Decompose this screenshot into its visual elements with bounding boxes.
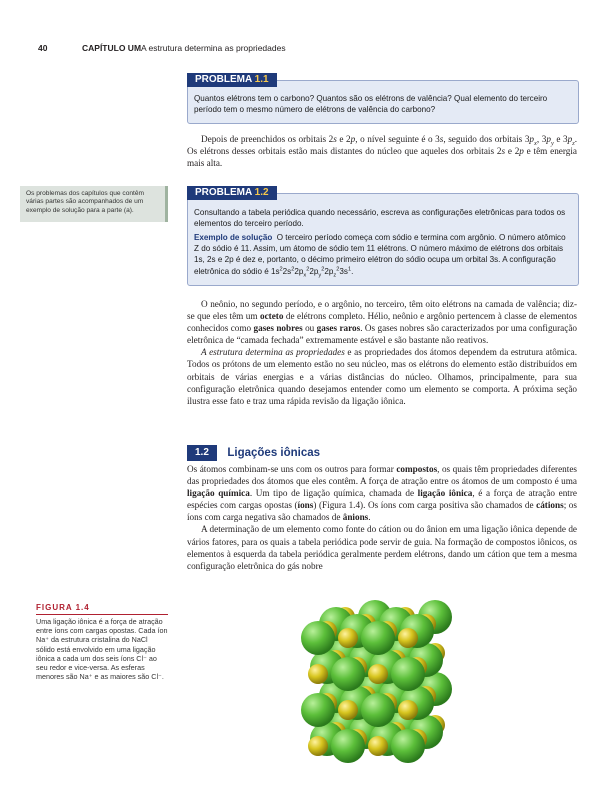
solution-example: Exemplo de solução O terceiro período começa com sódio e termina com argônio. O número atômico Z do sódio é 11. Assim, um átomo de sódio tem 11 elétrons. O número máximo de elétrons dos orbitais 1s, 2s e 2p é dez e, portanto, o décimo primeiro elétron do sódio ocupa um orbital 3s. A configuração eletrônica do sódio é $1s^22s^22p_x^22p_y^22p_z^23s^1$. bbox=[194, 233, 566, 279]
section-heading bbox=[187, 444, 320, 462]
sodium-ion bbox=[368, 664, 388, 684]
problem-word: PROBLEMA bbox=[195, 187, 252, 198]
section-number: 1.2 bbox=[187, 445, 217, 461]
sodium-ion bbox=[398, 700, 418, 720]
figure-rule bbox=[36, 614, 168, 615]
sodium-ion bbox=[308, 736, 328, 756]
chloride-ion bbox=[391, 657, 425, 691]
problem-text-1-2: Consultando a tabela periódica quando necessário, escreva as configurações eletrônicas para todos os elementos do terceiro período. bbox=[194, 208, 566, 229]
problem-number: 1.2 bbox=[254, 187, 269, 198]
page-number: 40 bbox=[38, 43, 48, 53]
figure-caption: Uma ligação iônica é a força de atração entre íons com cargas opostas. Cada íon Na⁺ da estrutura cristalina do NaCl sólido está envolvido em uma ligação iônica a cada um dos seis íons Cl⁻ ao seu redor e vice-versa. As esferas menores são Na⁺ e as maiores são Cl⁻. bbox=[36, 617, 168, 682]
body-text-upper: O neônio, no segundo período, e o argônio, no terceiro, têm oito elétrons na camada de valência; diz-se que eles têm um octeto de elétrons completo. Hélio, neônio e argônio pertencem à classe de elementos conhecidos como gases nobres ou gases raros. Os gases nobres são caracterizados por uma configuração eletrônica de “camada fechada” extremamente estável e são bastante não reativos. A estrutura determina as propriedades e as propriedades dos átomos dependem da estrutura atômica. Todos os prótons de um elemento estão no seu núcleo, mas os elétrons do elemento estão distribuídos em orbitais de várias energias e a várias distâncias do núcleo. Olhamos, principalmente, para sua configuração eletrônica quando desejamos entender como um elemento se comporta. A próxima seção ilustra esse fato e traz uma rápida revisão da ligação iônica. bbox=[187, 299, 578, 406]
sodium-ion bbox=[368, 736, 388, 756]
figure-label: FIGURA 1.4 bbox=[36, 603, 90, 612]
chloride-ion bbox=[301, 621, 335, 655]
chloride-ion bbox=[391, 729, 425, 763]
chloride-ion bbox=[301, 693, 335, 727]
sodium-ion bbox=[338, 700, 358, 720]
chapter-label: CAPÍTULO UM bbox=[82, 43, 142, 53]
running-header bbox=[38, 43, 286, 53]
solution-text: O terceiro período começa com sódio e termina com argônio. O número atômico Z do sódio é 11. Assim, um átomo de sódio tem 11 elétrons. O número máximo de elétrons dos orbitais 1s, 2s e 2p é dez e, portanto, o décimo primeiro elétron do sódio ocupa um orbital 3s. A configuração eletrônica do sódio é bbox=[194, 233, 566, 276]
nacl-crystal-illustration bbox=[296, 600, 454, 788]
chloride-ion bbox=[361, 693, 395, 727]
problem-tab-1-1 bbox=[187, 73, 277, 87]
body-text-ionic: Os átomos combinam-se uns com os outros para formar compostos, os quais têm propriedades diferentes das propriedades dos átomos que eles contêm. A força de atração entre os átomos de um composto é uma ligação química. Um tipo de ligação química, chamada de ligação iônica, é a força de atração entre espécies com cargas opostas (íons) (Figura 1.4). Os íons com carga positiva são chamados de cátions; os íons com carga negativa são chamados de ânions. A determinação de um elemento como fonte do cátion ou do ânion em uma ligação iônica depende de vários fatores, para os quais a tabela periódica pode servir de guia. Na formação de compostos iônicos, os elementos à esquerda da tabela periódica geralmente perdem elétrons, dando um cátion que tem a mesma configuração eletrônica do gás nobre bbox=[187, 464, 577, 571]
problem-number: 1.1 bbox=[254, 74, 269, 85]
paragraph-orbitals: Depois de preenchidos os orbitais 2s e 2p, o nível seguinte é o 3s, seguido dos orbitais $3p_x$, $3p_y$ e $3p_z$. Os elétrons desses orbitais estão mais distantes do núcleo que aqueles dos orbitais 2s e 2p e têm energia mais alta. bbox=[187, 134, 578, 169]
section-title: Ligações iônicas bbox=[227, 446, 321, 459]
sodium-ion bbox=[338, 628, 358, 648]
chloride-ion bbox=[361, 621, 395, 655]
chapter-title: A estrutura determina as propriedades bbox=[141, 43, 286, 53]
sodium-ion bbox=[308, 664, 328, 684]
sodium-ion bbox=[398, 628, 418, 648]
margin-note: Os problemas dos capítulos que contêm várias partes são acompanhados de um exemplo de solução para a parte (a). bbox=[20, 186, 168, 222]
chloride-ion bbox=[331, 657, 365, 691]
problem-tab-1-2 bbox=[187, 186, 277, 200]
problem-word: PROBLEMA bbox=[195, 74, 252, 85]
problem-text-1-1: Quantos elétrons tem o carbono? Quantos são os elétrons de valência? Qual elemento do terceiro período tem o mesmo número de elétrons de valência do carbono? bbox=[194, 94, 548, 115]
solution-label: Exemplo de solução bbox=[194, 233, 273, 242]
chloride-ion bbox=[331, 729, 365, 763]
